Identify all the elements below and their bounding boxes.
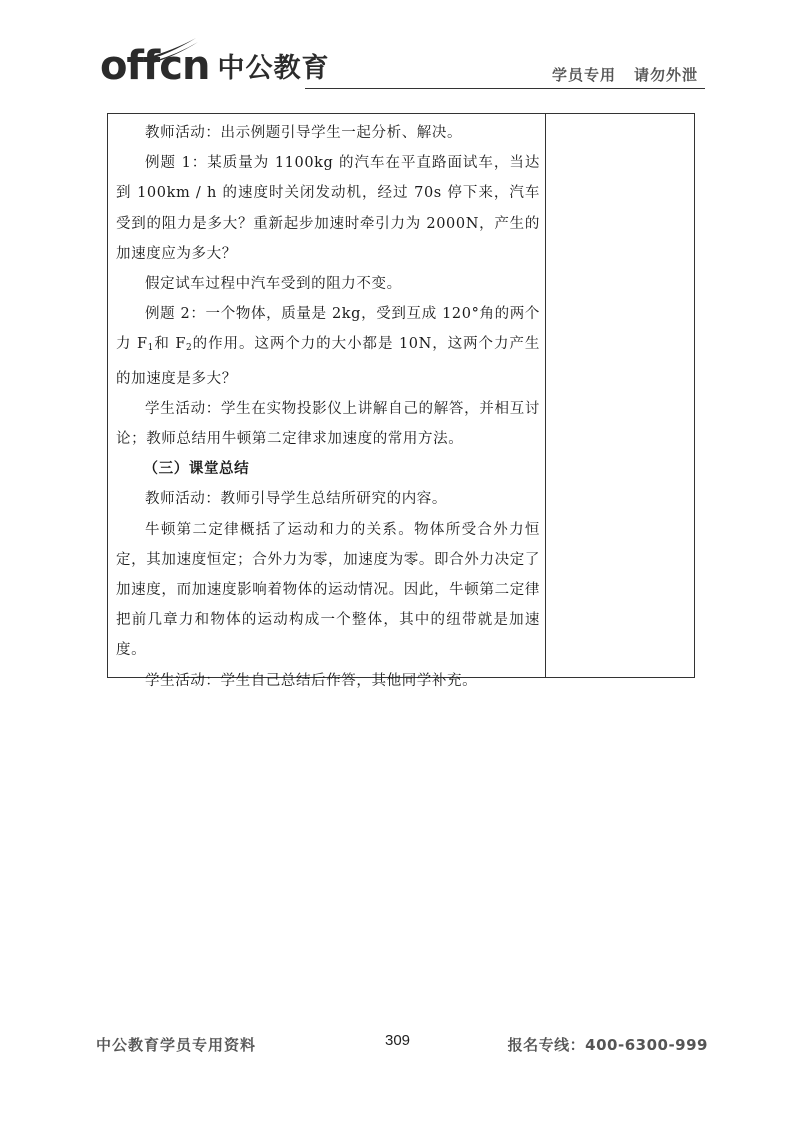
example-2-text-b: 和 F	[153, 336, 186, 353]
lesson-table	[107, 113, 695, 689]
paragraph-example-2	[116, 299, 540, 394]
example-2-text-c: 的作用。这两个力的大小都是 10N，这两个力产生的加速度是多大？	[116, 336, 540, 387]
table-column-divider	[545, 114, 546, 677]
paragraph-teacher-activity-1: 教师活动：出示例题引导学生一起分析、解决。	[145, 125, 463, 141]
lesson-content-cell	[116, 118, 540, 696]
logo-swoosh-icon	[140, 36, 200, 66]
page-footer	[0, 1030, 800, 1060]
offcn-logo	[100, 43, 330, 89]
subscript-1: 1	[147, 343, 154, 354]
footer-hotline: 报名专线：400-6300-999	[507, 1036, 708, 1054]
logo-chinese-name: 中公教育	[217, 53, 330, 84]
paragraph-teacher-activity-2: 教师活动：教师引导学生总结所研究的内容。	[145, 491, 447, 508]
paragraph-assumption: 假定试车过程中汽车受到的阻力不变。	[145, 276, 402, 293]
header-tag-students-only: 学员专用	[551, 66, 616, 84]
logo-wordmark: offcn	[100, 43, 210, 89]
paragraph-student-activity-2: 学生活动：学生自己总结后作答，其他同学补充。	[145, 672, 478, 689]
paragraph-newton-law-summary: 牛顿第二定律概括了运动和力的关系。物体所受合外力恒定，其加速度恒定；合外力为零，加速度为零。即合外力决定了加速度，而加速度影响着物体的运动情况。因此，牛顿第二定律把前几章力和物体的运动构成一个整体，其中的纽带就是加速度。	[116, 521, 540, 659]
page-number: 309	[385, 1032, 411, 1049]
example-2-text-a: 例题 2：一个物体，质量是 2kg，受到互成 120°角的两个力 F	[116, 306, 540, 353]
paragraph-example-1: 例题 1：某质量为 1100kg 的汽车在平直路面试车，当达到 100km / h 的速度时关闭发动机，经过 70s 停下来，汽车受到的阻力是多大？重新起步加速时牵引力为 2000N，产生的加速度应为多大？	[116, 155, 540, 262]
page-header	[0, 0, 800, 100]
subscript-2: 2	[185, 343, 193, 354]
header-rule	[305, 88, 705, 89]
section-heading-summary: （三）课堂总结	[143, 461, 250, 478]
header-tag-do-not-leak: 请勿外泄	[633, 66, 698, 84]
footer-material-label: 中公教育学员专用资料	[96, 1036, 257, 1054]
paragraph-student-activity-1: 学生活动：学生在实物投影仪上讲解自己的解答，并相互讨论；教师总结用牛顿第二定律求加速度的常用方法。	[116, 400, 540, 448]
header-tags	[552, 64, 698, 85]
